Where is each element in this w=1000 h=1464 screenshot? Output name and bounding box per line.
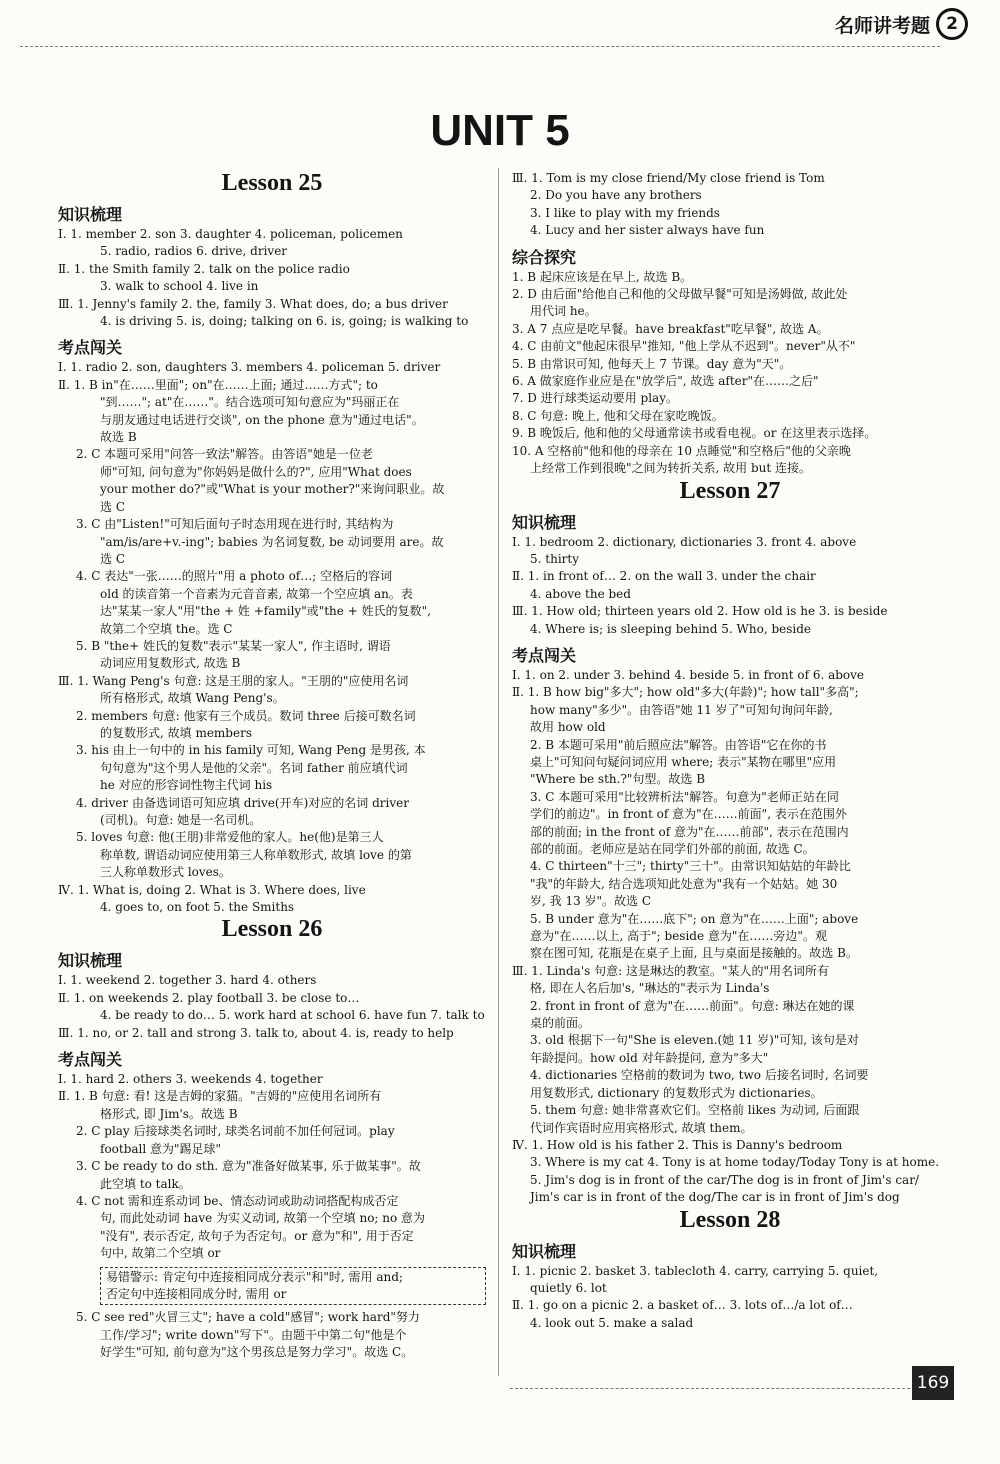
answer-line: 意为"在……以上, 高于"; beside 意为"在……旁边"。观 [530,929,827,944]
answer-line: "到……"; at"在……"。结合选项可知句意应为"玛丽正在 [100,395,400,410]
answer-line: 选 C [100,551,125,566]
header-rule [20,46,940,47]
right-column [512,170,948,1332]
answer-line: 句, 而此处动词 have 为实义动词, 故第一个空填 no; no 意为 [100,1211,426,1226]
answer-line: 4. driver 由备选词语可知应填 drive(开车)对应的名词 driver [76,795,409,810]
answer-line: 察在图可知, 花瓶是在桌子上面, 且与桌面是接触的。故选 B。 [530,946,858,961]
answer-line: 句中, 故第二个空填 or [100,1246,221,1261]
answer-line: 2. D 由后面"给他自己和他的父母做早餐"可知是汤姆做, 故此处 [512,287,848,302]
answer-line: 9. B 晚饭后, 他和他的父母通常读书或看电视。or 在这里表示选择。 [512,426,877,441]
answer-line: Ⅲ. 1. Linda's 句意: 这是琳达的教室。"某人的"用名词所有 [512,963,830,978]
answer-line: 4. is driving 5. is, doing; talking on 6. is, going; is walking to [100,314,469,329]
answer-line: 格形式, 即 Jim's。故选 B [100,1106,238,1121]
answer-line: 4. Lucy and her sister always have fun [530,223,765,238]
answer-line: 6. A 做家庭作业应是在"放学后", 故选 after"在……之后" [512,374,819,389]
answer-line: 3. C be ready to do sth. 意为"准备好做某事, 乐于做某事"。故 [76,1159,421,1174]
answer-line: 与朋友通过电话进行交谈", on the phone 意为"通过电话"。 [100,412,424,427]
answer-line: Ⅰ. 1. radio 2. son, daughters 3. members 4. policeman 5. driver [58,360,441,375]
answer-line: Ⅱ. 1. go on a picnic 2. a basket of… 3. lots of…/a lot of… [512,1298,853,1313]
answer-line: 5. Jim's dog is in front of the car/The dog is in front of Jim's car/ [530,1172,919,1187]
answer-line: 4. Where is; is sleeping behind 5. Who, beside [530,621,812,636]
answer-line: 3. C 由"Listen!"可知后面句子时态用现在进行时, 其结构为 [76,517,394,532]
left-column [58,170,486,1362]
section-title: 知识梳理 [512,1241,577,1261]
section-title: 考点闯关 [58,338,123,358]
lesson-title: Lesson 25 [221,170,323,196]
answer-line: Ⅳ. 1. What is, doing 2. What is 3. Where does, live [58,882,366,897]
answer-line: 4. dictionaries 空格前的数词为 two, two 后接名词时, 名词要 [530,1068,869,1083]
lesson-title: Lesson 28 [679,1206,781,1233]
answer-line: 4. goes to, on foot 5. the Smiths [100,900,295,915]
answer-line: 部的前面。老师应是站在同学们外部的前面, 故选 C。 [530,842,815,856]
answer-line: 桌的前面。 [530,1016,591,1031]
answer-line: quietly 6. lot [530,1280,607,1295]
answer-line: 工作/学习"; write down"写下"。由题干中第二句"他是个 [100,1327,407,1342]
answer-line: 2. Do you have any brothers [530,188,702,203]
answer-line: 岁, 我 13 岁"。故选 C [530,894,652,909]
answer-line: "我"的年龄大, 结合选项知此处意为"我有一个姑姑。她 30 [530,876,838,891]
column-divider [498,168,499,1376]
answer-line: 学们的前边"。in front of 意为"在……前面", 表示在范围外 [530,807,847,822]
answer-line: 三人称单数形式 loves。 [100,865,231,880]
answer-line: 桌上"可知问句疑问词应用 where; 表示"某物在哪里"应用 [530,754,837,769]
answer-line: 5. thirty [530,551,579,566]
answer-line: Ⅲ. 1. Jenny's family 2. the, family 3. What does, do; a bus driver [58,296,448,311]
answer-line: 部的前面; in the front of 意为"在……前部", 表示在范围内 [530,824,849,839]
answer-line: 3. walk to school 4. live in [100,279,259,294]
answer-line: 格, 即在人名后加's, "琳达的"表示为 Linda's [530,981,770,996]
answer-line: 句句意为"这个男人是他的父亲"。名词 father 前应填代词 [100,760,408,775]
answer-line: 3. old 根据下一句"She is eleven.(她 11 岁)"可知, 该句是对 [530,1033,859,1048]
brand-text: 名师讲考题 [834,14,930,37]
answer-line: Ⅲ. 1. Wang Peng's 句意: 这是王朋的家人。"王朋的"应使用名词 [58,673,409,688]
answer-line: 4. look out 5. make a salad [530,1315,694,1330]
answer-line: 2. C 本题可采用"问答一致法"解答。由答语"她是一位老 [76,447,373,462]
header-brand [835,8,968,40]
answer-line: 5. B "the+ 姓氏的复数"表示"某某一家人", 作主语时, 谓语 [76,638,391,653]
answer-line: he 对应的形容词性物主代词 his [100,778,273,793]
answer-line: 好学生"可知, 前句意为"这个男孩总是努力学习"。故选 C。 [100,1345,414,1360]
answer-line: 称单数, 谓语动词应使用第三人称单数形式, 故填 love 的第 [100,847,412,862]
answer-line: (司机)。句意: 她是一名司机。 [100,813,262,827]
answer-line: Ⅱ. 1. the Smith family 2. talk on the police radio [58,261,350,276]
answer-line: 4. C thirteen"十三"; thirty"三十"。由常识知姑姑的年龄比 [530,859,851,874]
answer-line: Ⅰ. 1. on 2. under 3. behind 4. beside 5. in front of 6. above [512,667,865,682]
section-title: 知识梳理 [58,205,123,224]
answer-line: Ⅱ. 1. in front of… 2. on the wall 3. under the chair [512,569,816,584]
answer-line: 3. I like to play with my friends [530,205,720,220]
answer-line: Ⅱ. 1. on weekends 2. play football 3. be close to… [58,990,360,1005]
answer-line: 用代词 he。 [530,304,597,319]
answer-line: Ⅱ. 1. B in"在……里面"; on"在……上面; 通过……方式"; to [58,377,378,392]
answer-line: Ⅱ. 1. B 句意: 看! 这是吉姆的家猫。"吉姆的"应使用名词所有 [58,1089,382,1104]
answer-line: 3. Where is my cat 4. Tony is at home today/Today Tony is at home. [530,1155,940,1170]
answer-line: 用复数形式, dictionary 的复数形式为 dictionaries。 [530,1085,823,1100]
answer-line: "am/is/are+v.-ing"; babies 为名词复数, be 动词要用 are。故 [100,534,444,549]
section-title: 综合探究 [512,247,577,267]
answer-line: 1. B 起床应该是在早上, 故选 B。 [512,269,693,284]
answer-line: Ⅱ. 1. B how big"多大"; how old"多大(年龄)"; how tall"多高"; [512,685,859,700]
answer-line: "没有", 表示否定, 故句子为否定句。or 意为"和", 用于否定 [100,1228,414,1243]
answer-line: 10. A 空格前"他和他的母亲在 10 点睡觉"和空格后"他的父亲晚 [512,443,851,458]
answer-line: 4. C not 需和连系动词 be、情态动词或助动词搭配构成否定 [76,1193,399,1208]
section-title: 考点闯关 [58,1050,123,1070]
answer-line: 5. C see red"火冒三丈"; have a cold"感冒"; work hard"努力 [76,1310,420,1325]
answer-line: 5. them 句意: 她非常喜欢它们。空格前 likes 为动词, 后面跟 [530,1103,860,1118]
answer-line: 8. C 句意: 晚上, 他和父母在家吃晚饭。 [512,408,724,423]
answer-line: old 的读音第一个音素为元音音素, 故第一个空应填 an。表 [100,586,413,601]
unit-title: UNIT 5 [430,106,570,155]
brand-logo-icon: 2 [936,8,968,40]
lesson-title: Lesson 27 [679,477,781,504]
answer-line: Ⅲ. 1. no, or 2. tall and strong 3. talk to, about 4. is, ready to help [58,1025,454,1040]
section-title: 知识梳理 [58,951,123,971]
answer-line: 此空填 to talk。 [100,1176,191,1191]
answer-line: 5. loves 句意: 他(王朋)非常爱他的家人。he(他)是第三人 [76,830,384,845]
answer-line: football 意为"踢足球" [100,1141,222,1156]
answer-line: 5. B under 意为"在……底下"; on 意为"在……上面"; above [530,911,859,926]
answer-line: Ⅲ. 1. Tom is my close friend/My close friend is Tom [512,171,825,185]
answer-line: 上经常工作到很晚"之间为转折关系, 故用 but 连接。 [530,461,812,476]
answer-line: "Where be sth.?"句型。故选 B [530,772,706,787]
answer-line: 师"可知, 问句意为"你妈妈是做什么的?", 应用"What does [100,464,412,479]
answer-line: Ⅲ. 1. How old; thirteen years old 2. How old is he 3. is beside [512,604,888,619]
answer-line: 3. A 7 点应是吃早餐。have breakfast"吃早餐", 故选 A。 [512,321,829,336]
answer-line: Ⅰ. 1. weekend 2. together 3. hard 4. others [58,973,317,988]
section-title: 考点闯关 [512,645,577,665]
answer-line: 故选 B [100,430,137,445]
answer-line: your mother do?"或"What is your mother?"来询问职业。故 [100,482,445,497]
answer-line: how many"多少"。由答语"她 11 岁了"可知句询问年龄, [530,702,833,717]
lesson-title: Lesson 26 [221,916,323,943]
answer-line: 选 C [100,499,125,514]
answer-line: 的复数形式, 故填 members [100,725,252,740]
answer-line: 故第二个空填 the。选 C [100,621,233,636]
answer-line: 5. radio, radios 6. drive, driver [100,244,288,259]
answer-line: 4. be ready to do… 5. work hard at school 6. have fun 7. talk to [100,1008,485,1023]
answer-line: 5. B 由常识可知, 他每天上 7 节课。day 意为"天"。 [512,356,792,371]
answer-line: Ⅰ. 1. member 2. son 3. daughter 4. policeman, policemen [58,227,403,241]
answer-line: Jim's car is in front of the dog/The car is in front of Jim's dog [530,1190,900,1205]
answer-line: Ⅰ. 1. bedroom 2. dictionary, dictionaries 3. front 4. above [512,534,857,549]
page-number: 169 [912,1366,954,1400]
answer-line: 2. members 句意: 他家有三个成员。数词 three 后接可数名词 [76,708,416,723]
answer-line: 4. above the bed [530,586,631,601]
answer-line: 故用 how old [530,720,606,735]
answer-line: Ⅳ. 1. How old is his father 2. This is Danny's bedroom [512,1137,843,1152]
error-warning-note [100,1267,486,1306]
answer-line: 3. his 由上一句中的 in his family 可知, Wang Peng 是男孩, 本 [76,743,426,758]
answer-line: 代词作宾语时应用宾格形式, 故填 them。 [530,1120,753,1135]
answer-line: 4. C 表达"一张……的照片"用 a photo of…; 空格后的容词 [76,569,393,584]
answer-line: 达"某某一家人"用"the + 姓 +family"或"the + 姓氏的复数", [100,604,431,619]
answer-line: 4. C 由前文"他起床很早"推知, "他上学从不迟到"。never"从不" [512,339,856,354]
answer-line: 年龄提问。how old 对年龄提问, 意为"多大" [530,1050,769,1065]
answer-line: Ⅰ. 1. hard 2. others 3. weekends 4. together [58,1072,323,1087]
section-title: 知识梳理 [512,512,577,532]
answer-line: 3. C 本题可采用"比较辨析法"解答。句意为"老师正站在同 [530,789,839,804]
answer-line: Ⅰ. 1. picnic 2. basket 3. tablecloth 4. carry, carrying 5. quiet, [512,1263,879,1278]
answer-line: 2. B 本题可采用"前后照应法"解答。由答语"它在你的书 [530,737,827,752]
answer-line: 动词应用复数形式, 故选 B [100,656,241,671]
note-line: 否定句中连接相同成分时, 需用 or [106,1286,287,1301]
note-line: 易错警示: 肯定句中连接相同成分表示"和"时, 需用 and; [106,1269,403,1284]
answer-line: 所有格形式, 故填 Wang Peng's。 [100,691,285,706]
answer-line: 2. front in front of 意为"在……前面"。句意: 琳达在她的课 [530,998,855,1013]
answer-line: 7. D 进行球类运动要用 play。 [512,391,678,406]
footer-rule [510,1388,910,1389]
answer-line: 2. C play 后接球类名词时, 球类名词前不加任何冠词。play [76,1124,395,1139]
